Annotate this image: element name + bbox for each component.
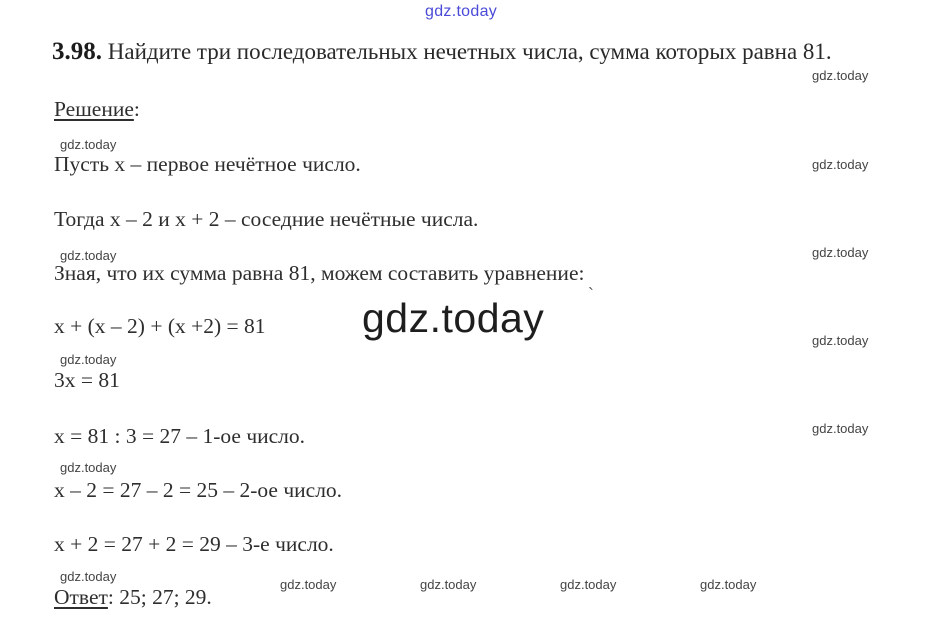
watermark-small: gdz.today (60, 460, 117, 475)
watermark-small: gdz.today (60, 137, 117, 152)
solution-heading-label: Решение (54, 97, 134, 121)
equation-line-3: x = 81 : 3 = 27 – 1-ое число. (54, 424, 306, 448)
watermark-small: gdz.today (700, 577, 757, 592)
solution-line-3: Зная, что их сумма равна 81, можем составить уравнение: (54, 261, 585, 285)
answer-label: Ответ (54, 585, 108, 609)
solution-line-2: Тогда x – 2 и x + 2 – соседние нечётные числа. (54, 207, 479, 231)
watermark-small: gdz.today (560, 577, 617, 592)
answer-value: : 25; 27; 29. (107, 585, 212, 609)
problem-number: 3.98. (52, 38, 102, 65)
equation-line-1: x + (x – 2) + (x +2) = 81 (54, 314, 266, 338)
watermark-small: gdz.today (812, 245, 869, 260)
site-logo: gdz.today (425, 3, 498, 20)
watermark-small: gdz.today (812, 333, 869, 348)
solution-heading-colon: : (133, 97, 140, 121)
solution-line-1: Пусть x – первое нечётное число. (54, 152, 361, 176)
watermark-small: gdz.today (812, 68, 869, 83)
watermark-small: gdz.today (420, 577, 477, 592)
equation-line-5: x + 2 = 27 + 2 = 29 – 3-е число. (54, 532, 334, 556)
equation-line-4: x – 2 = 27 – 2 = 25 – 2-ое число. (54, 478, 343, 502)
watermark-small: gdz.today (812, 157, 869, 172)
watermark-small: gdz.today (812, 421, 869, 436)
tick-mark: ` (588, 285, 594, 305)
watermark-large: gdz.today (362, 295, 545, 341)
watermark-small: gdz.today (60, 569, 117, 584)
watermark-small: gdz.today (280, 577, 337, 592)
watermark-small: gdz.today (60, 352, 117, 367)
solution-heading (54, 97, 140, 122)
problem-statement (52, 38, 832, 66)
answer-line (54, 585, 212, 610)
watermark-small: gdz.today (60, 248, 117, 263)
equation-line-2: 3x = 81 (54, 368, 120, 392)
problem-text: Найдите три последовательных нечетных числа, сумма которых равна 81. (107, 39, 832, 64)
